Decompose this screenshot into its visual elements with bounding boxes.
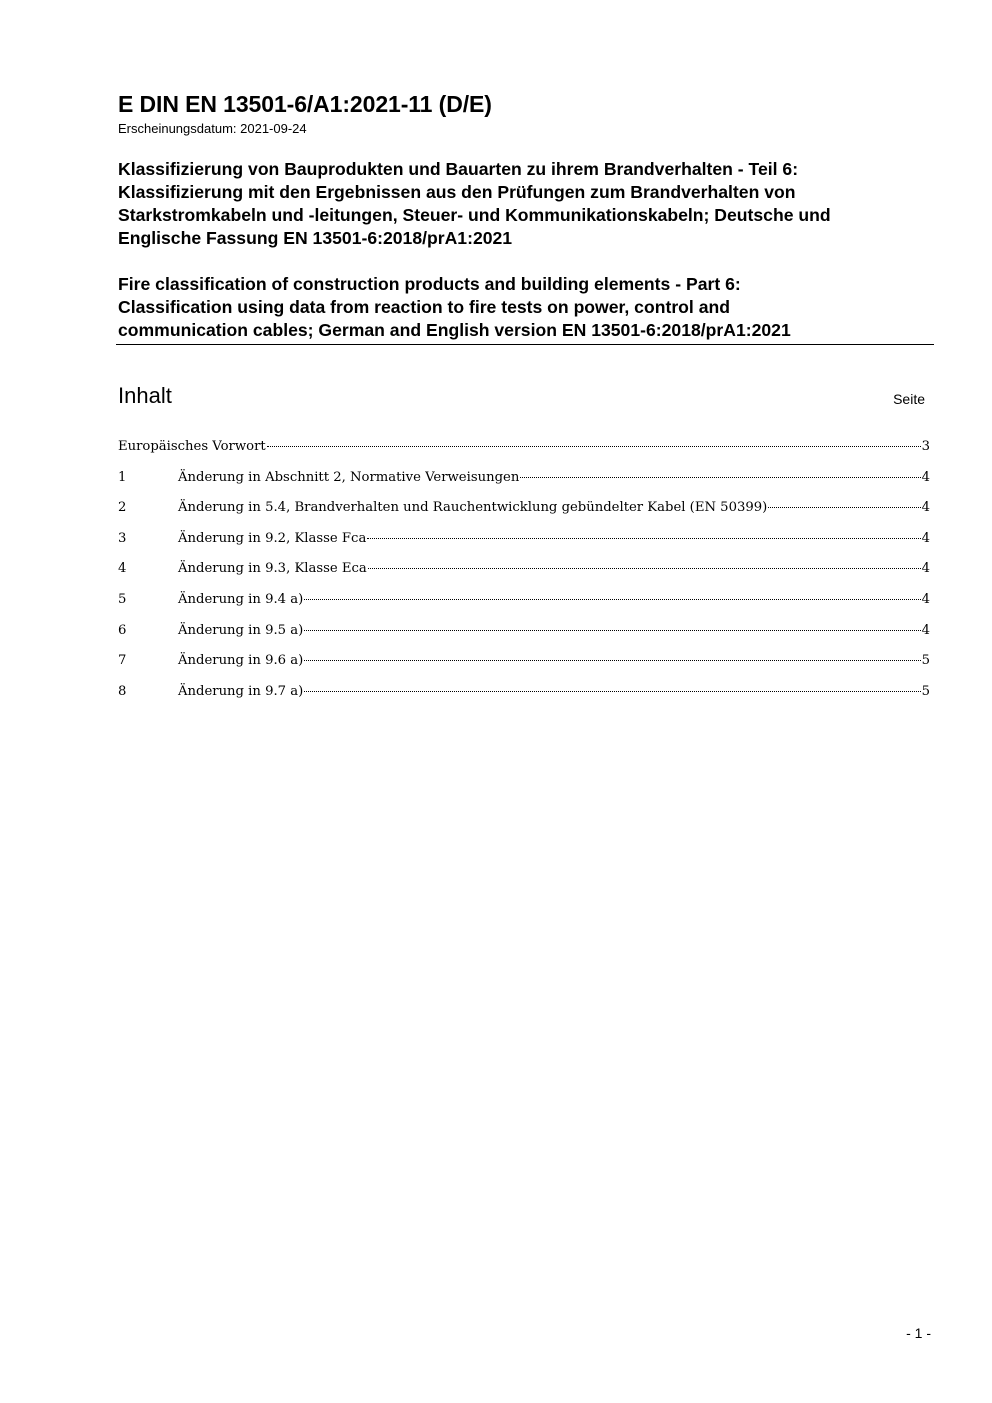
toc-entry-number: 3 <box>118 530 127 546</box>
toc-leader <box>304 599 920 600</box>
toc-entry[interactable] <box>118 470 930 501</box>
toc-entry[interactable] <box>118 684 930 715</box>
toc-entry-page: 4 <box>921 591 930 607</box>
title-german-line: Klassifizierung von Bauprodukten und Bauarten zu ihrem Brandverhalten - Teil 6: <box>118 159 799 179</box>
toc-entry-number: 6 <box>118 622 127 638</box>
toc-leader <box>304 630 920 631</box>
toc-entry[interactable] <box>118 653 930 684</box>
toc-leader <box>520 477 920 478</box>
toc-leader <box>304 660 920 661</box>
toc-leader <box>267 446 921 447</box>
toc-entry-title: Änderung in 9.2, Klasse Fca <box>178 530 367 546</box>
toc-entry-page: 4 <box>921 469 930 485</box>
toc-entry-page: 4 <box>921 622 930 638</box>
toc-entry-page: 4 <box>921 530 930 546</box>
toc-heading: Inhalt <box>118 383 172 408</box>
toc-entry[interactable] <box>118 561 930 592</box>
toc-entry-title: Änderung in 5.4, Brandverhalten und Rauchentwicklung gebündelter Kabel (EN 50399) <box>178 500 768 516</box>
toc-leader <box>768 507 920 508</box>
title-english-line: communication cables; German and English version EN 13501-6:2018/prA1:2021 <box>118 320 791 340</box>
toc-leader <box>368 568 921 569</box>
title-english-line: Classification using data from reaction to fire tests on power, control and <box>118 297 730 317</box>
toc-leader <box>304 691 920 692</box>
footer-page-number: - 1 - <box>906 1325 931 1341</box>
title-german-line: Klassifizierung mit den Ergebnissen aus den Prüfungen zum Brandverhalten von <box>118 182 796 202</box>
toc-entry-number: 8 <box>118 683 127 699</box>
toc-entry-title: Änderung in 9.3, Klasse Eca <box>178 561 367 577</box>
toc-entry[interactable] <box>118 500 930 531</box>
toc-entry-page: 4 <box>921 500 930 516</box>
toc-entry-title: Änderung in Abschnitt 2, Normative Verweisungen <box>178 469 520 485</box>
toc-entry-title: Änderung in 9.6 a) <box>178 653 304 669</box>
table-of-contents <box>118 439 930 714</box>
toc-entry[interactable] <box>118 531 930 562</box>
toc-entry-number: 1 <box>118 469 127 485</box>
toc-entry-number: 7 <box>118 653 127 669</box>
toc-entry-title: Änderung in 9.5 a) <box>178 622 304 638</box>
title-english-line: Fire classification of construction products and building elements - Part 6: <box>118 274 741 294</box>
title-english <box>118 273 948 342</box>
toc-entry-title: Änderung in 9.7 a) <box>178 683 304 699</box>
toc-entry-number: 2 <box>118 500 127 516</box>
publication-date: Erscheinungsdatum: 2021-09-24 <box>118 121 307 136</box>
toc-entry-page: 3 <box>921 439 930 454</box>
toc-entry-page: 5 <box>921 683 930 699</box>
toc-entry[interactable] <box>118 623 930 654</box>
toc-entry[interactable] <box>118 439 930 470</box>
document-id: E DIN EN 13501-6/A1:2021-11 (D/E) <box>118 91 492 117</box>
title-german-line: Starkstromkabeln und -leitungen, Steuer- und Kommunikationskabeln; Deutsche und <box>118 205 831 225</box>
header-divider <box>116 344 934 345</box>
toc-entry-page: 5 <box>921 653 930 669</box>
toc-entry-title: Änderung in 9.4 a) <box>178 591 304 607</box>
toc-entry-number: 5 <box>118 591 127 607</box>
title-german <box>118 158 948 250</box>
toc-page-label: Seite <box>893 391 925 407</box>
title-german-line: Englische Fassung EN 13501-6:2018/prA1:2021 <box>118 228 513 248</box>
toc-leader <box>367 538 920 539</box>
toc-entry[interactable] <box>118 592 930 623</box>
toc-entry-title: Europäisches Vorwort <box>118 439 266 454</box>
toc-entry-number: 4 <box>118 561 127 577</box>
toc-entry-page: 4 <box>921 561 930 577</box>
